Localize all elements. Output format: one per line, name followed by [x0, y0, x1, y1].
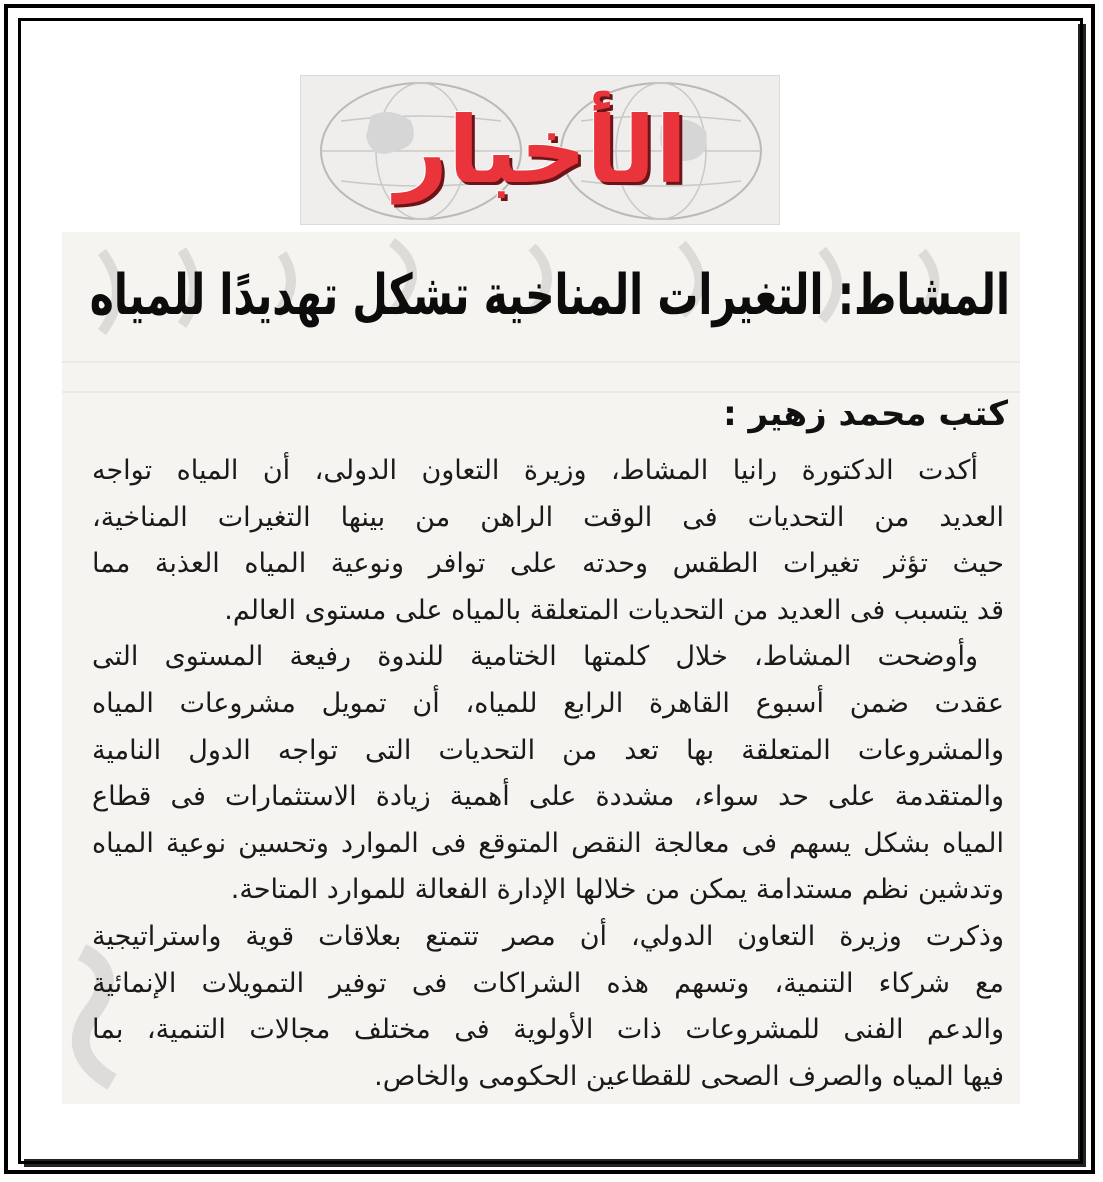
masthead	[300, 75, 780, 225]
article-body	[92, 448, 1004, 1100]
body-line: قد يتسبب فى العديد من التحديات المتعلقة بالمياه على مستوى العالم.	[224, 594, 1004, 626]
newspaper-logo: الأخبار	[395, 97, 687, 204]
article-byline: كتب محمد زهير :	[723, 394, 1008, 434]
body-line: حيث تؤثر تغيرات الطقس وحدته على توافر ونوعية المياه العذبة مما	[92, 548, 1004, 580]
body-line: عقدت ضمن أسبوع القاهرة الرابع للمياه، أن تمويل مشروعات المياه	[92, 687, 1004, 719]
article-headline: المشاط: التغيرات المناخية تشكل تهديدًا للمياه	[89, 263, 1010, 328]
body-line: والدعم الفنى للمشروعات ذات الأولوية فى مختلف مجالات التنمية، بما	[92, 1014, 1004, 1046]
body-line: والمشروعات المتعلقة بها تعد من التحديات التى تواجه الدول النامية	[92, 734, 1004, 766]
body-line: مع شركاء التنمية، وتسهم هذه الشراكات فى توفير التمويلات الإنمائية	[92, 967, 1004, 999]
body-line: العديد من التحديات فى الوقت الراهن من بينها التغيرات المناخية،	[92, 501, 1004, 533]
body-line: وتدشين نظم مستدامة يمكن من خلالها الإدارة الفعالة للموارد المتاحة.	[230, 874, 1004, 906]
body-line: المياه بشكل يسهم فى معالجة النقص المتوقع فى الموارد وتحسين نوعية المياه	[92, 827, 1004, 859]
body-line: والمتقدمة على حد سواء، مشددة على أهمية زيادة الاستثمارات فى قطاع	[92, 781, 1004, 813]
body-line: وذكرت وزيرة التعاون الدولي، أن مصر تتمتع بعلاقات قوية واستراتيجية	[92, 920, 1004, 952]
body-line: أكدت الدكتورة رانيا المشاط، وزيرة التعاون الدولى، أن المياه تواجه	[92, 455, 978, 486]
body-line: وأوضحت المشاط، خلال كلمتها الختامية للندوة رفيعة المستوى التى	[92, 641, 978, 673]
body-line: فيها المياه والصرف الصحى للقطاعين الحكومى والخاص.	[374, 1060, 1004, 1092]
